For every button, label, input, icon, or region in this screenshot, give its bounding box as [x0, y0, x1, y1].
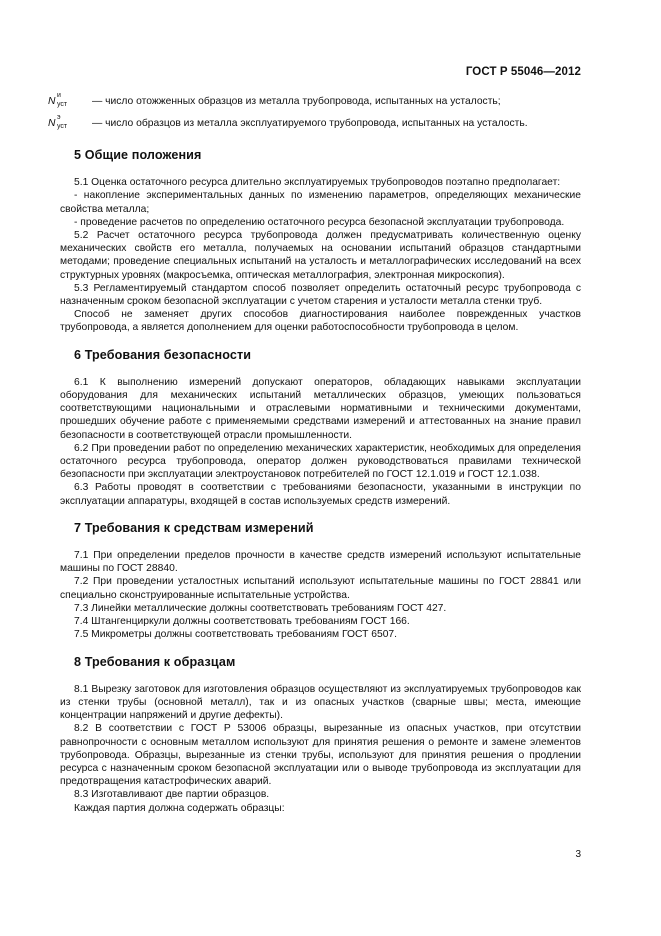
paragraph: 5.3 Регламентируемый стандартом способ позволяет определить остаточный ресурс трубопровода с назначенным сроком безопасной эксплуатации с учетом старения и усталости металла стенки труб. — [60, 282, 581, 308]
paragraph: 8.2 В соответствии с ГОСТ Р 53006 образцы, вырезанные из опасных участков, при отсутствии равнопрочности с основным металлом используют для принятия решения о ремонте и замене элементов трубопровода. Образцы, вырезанные из стенки трубы, используют для принятия решения о продлении ресурса с назначенным сроком безопасной эксплуатации или о выводе трубопровода из эксплуатации для предотвращения катастрофических аварий. — [60, 723, 581, 788]
paragraph: 7.4 Штангенциркули должны соответствовать требованиям ГОСТ 166. — [74, 616, 410, 628]
document-body — [48, 91, 581, 815]
paragraph: 5.1 Оценка остаточного ресурса длительно эксплуатируемых трубопроводов поэтапно предполагает: — [74, 177, 561, 189]
paragraph: - проведение расчетов по определению остаточного ресурса безопасной эксплуатации трубопровода. — [74, 216, 565, 228]
definition-text: — число отожженных образцов из металла трубопровода, испытанных на усталость; — [92, 96, 501, 107]
paragraph: 6.1 К выполнению измерений допускают операторов, обладающих навыками эксплуатации оборудования для механических испытаний металлических образцов, умеющих пользоваться соответствующими национальными и отраслевыми нормативными и техническими документами, прошедших обучение работе с применяемыми средствами измерений и аттестованных на знание правил безопасности в соответствующей отрасли промышленности. — [60, 376, 581, 441]
paragraph: 6.2 При проведении работ по определению механических характеристик, необходимых для определения остаточного ресурса трубопровода, оператор должен руководствоваться правилами технической безопасности при эксплуатации электроустановок потребителей по ГОСТ 12.1.019 и ГОСТ 12.1.038. — [60, 442, 581, 481]
section-title: 6 Требования безопасности — [74, 347, 252, 362]
paragraph: 7.5 Микрометры должны соответствовать требованиям ГОСТ 6507. — [74, 629, 398, 641]
document-header: ГОСТ Р 55046—2012 — [465, 66, 581, 78]
paragraph: 7.3 Линейки металлические должны соответствовать требованиям ГОСТ 427. — [74, 602, 447, 614]
paragraph: 5.2 Расчет остаточного ресурса трубопровода должен предусматривать количественную оценку механических свойств его металла, получаемых на основании испытаний образцов стандартными методами; проведение специальных испытаний на усталость и металлографических исследований на всех структурных уровнях (макросъемка, оптическая металлография, электронная микроскопия). — [60, 230, 581, 281]
section-title: 8 Требования к образцам — [74, 654, 236, 669]
section-title: 7 Требования к средствам измерений — [74, 520, 314, 535]
paragraph: - накопление экспериментальных данных по изменению параметров, определяющих механические свойства металла; — [60, 190, 581, 215]
definition-item — [48, 91, 581, 113]
paragraph: 8.1 Вырезку заготовок для изготовления образцов осуществляют из эксплуатируемых трубопроводов как из стенки трубы (основной металл), так и из опасных участков (сварные швы; места, имеющие концентрации напряжений и другие дефекты). — [60, 683, 581, 722]
definitions-list — [48, 91, 581, 135]
paragraph: 8.3 Изготавливают две партии образцов. — [74, 789, 270, 801]
definition-text: — число образцов из металла эксплуатируемого трубопровода, испытанных на усталость. — [92, 118, 528, 129]
symbol: N э уст — [48, 114, 68, 130]
paragraph: Каждая партия должна содержать образцы: — [74, 802, 285, 814]
paragraph: 7.1 При определении пределов прочности в качестве средств измерений используют испытательные машины по ГОСТ 28840. — [60, 550, 581, 575]
paragraph: Способ не заменяет других способов диагностирования наиболее поврежденных участков трубопровода, а является дополнением для оценки работоспособности трубопровода в целом. — [60, 309, 581, 334]
paragraph: 6.3 Работы проводят в соответствии с требованиями безопасности, указанными в инструкции по эксплуатации аппаратуры, входящей в состав используемых средств измерений. — [60, 482, 581, 507]
definition-item — [48, 113, 581, 135]
page-number: 3 — [575, 849, 581, 860]
section-title: 5 Общие положения — [74, 148, 202, 162]
symbol: N и уст — [48, 92, 68, 108]
paragraph: 7.2 При проведении усталостных испытаний используют испытательные машины по ГОСТ 28841 или специально сконструированные испытательные устройства. — [60, 576, 581, 601]
